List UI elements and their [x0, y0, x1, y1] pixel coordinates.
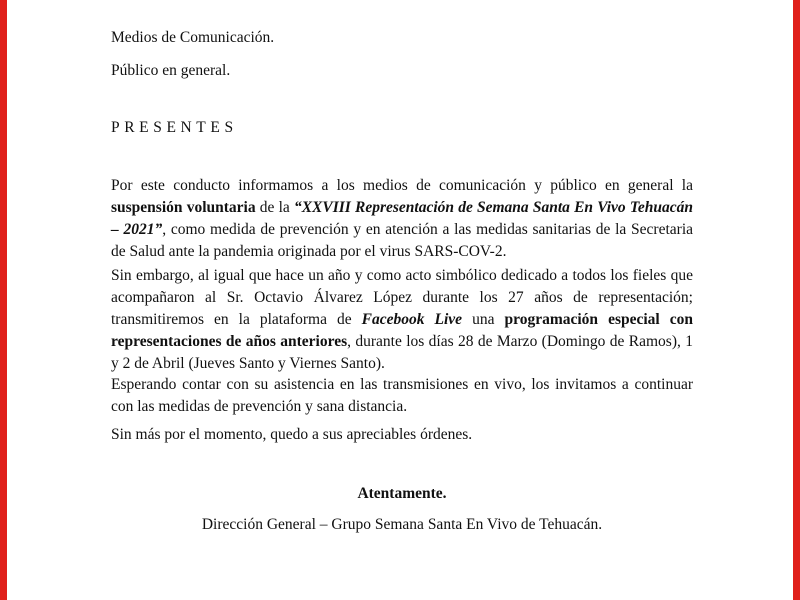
paragraph-broadcast: [111, 265, 693, 375]
paragraph-text: de la: [255, 199, 294, 216]
page-border-right: [793, 0, 800, 600]
paragraph-text: Por este conducto informamos a los medios de comunicación y público en general la: [111, 177, 693, 194]
platform-name: Facebook Live: [361, 311, 463, 328]
signature: Dirección General – Grupo Semana Santa En Vivo de Tehuacán.: [201, 516, 603, 533]
paragraph-invitation: Esperando contar con su asistencia en las transmisiones en vivo, los invitamos a continuar con las medidas de prevención y sana distancia.: [111, 376, 693, 415]
emphasis-programming: programación especial con representaciones de años anteriores: [111, 311, 693, 350]
paragraph-text: , como medida de prevención y en atención a las medidas sanitarias de la Secretaria de Salud ante la pandemia originada por el virus SARS-COV-2.: [111, 221, 694, 260]
paragraph-text: Sin embargo, al igual que hace un año y como acto simbólico dedicado a todos los fieles que acompañaron al Sr. Octavio Álvarez López durante los 27 años de representación; transmitiremos en la plataforma de: [111, 267, 693, 328]
addressee-media: Medios de Comunicación.: [111, 29, 275, 46]
addressee-public: Público en general.: [111, 62, 231, 79]
event-title: “XXVIII Representación de Semana Santa En Vivo Tehuacán – 2021”: [111, 199, 693, 238]
closing: Atentamente.: [357, 485, 447, 502]
paragraph-farewell: Sin más por el momento, quedo a sus apreciables órdenes.: [111, 426, 473, 443]
paragraph-suspension: [111, 175, 693, 263]
page-border-left: [0, 0, 7, 600]
emphasis-suspension: suspensión voluntaria: [111, 199, 256, 216]
salutation: PRESENTES: [111, 119, 238, 136]
paragraph-text: , durante los días 28 de Marzo (Domingo de Ramos), 1 y 2 de Abril (Jueves Santo y Viernes Santo).: [111, 333, 693, 372]
paragraph-text: una: [462, 311, 505, 328]
